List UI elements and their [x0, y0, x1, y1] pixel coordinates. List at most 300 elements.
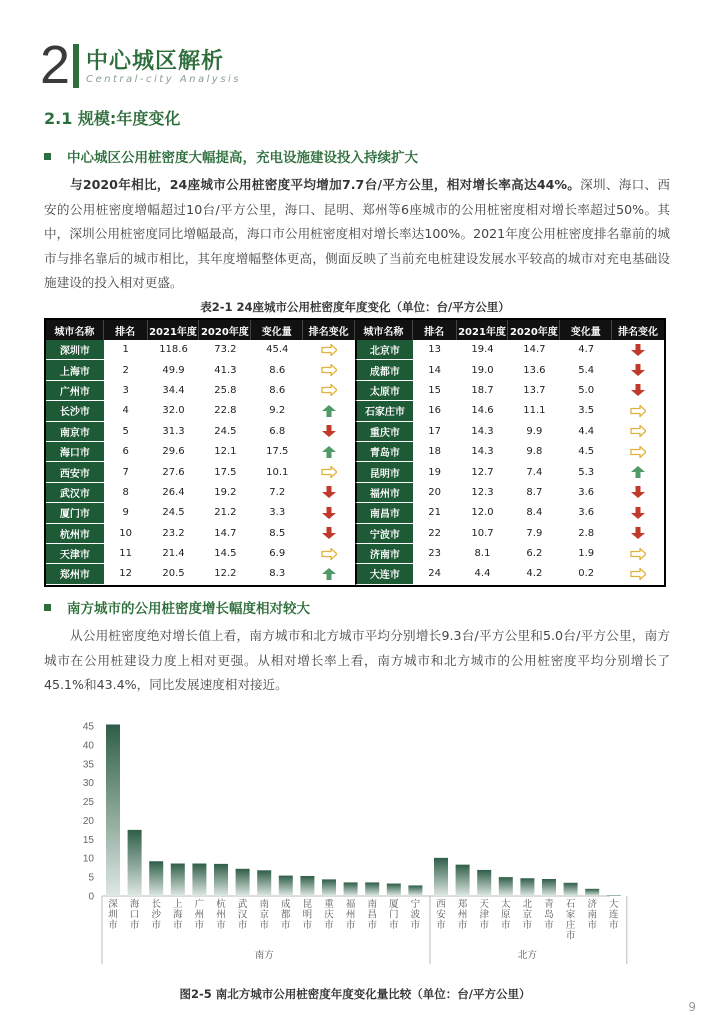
- cell-rank: 3: [104, 381, 148, 401]
- arrow-up-icon: [630, 466, 646, 478]
- x-tick-label: 波: [410, 909, 421, 921]
- x-tick-label: 市: [151, 920, 161, 931]
- header-2021: 2021年度: [148, 320, 200, 340]
- arrow-right-icon: [630, 405, 646, 417]
- y-tick-label: 45: [82, 721, 94, 733]
- cell-rank: 19: [413, 462, 457, 482]
- cell-y2020: 7.9: [508, 524, 560, 544]
- arrow-right-icon: [321, 548, 337, 560]
- cell-y2021: 19.4: [457, 340, 509, 360]
- y-tick-label: 35: [82, 759, 94, 771]
- arrow-right-icon: [630, 446, 646, 458]
- arrow-down-icon: [630, 507, 646, 519]
- cell-rank: 4: [104, 401, 148, 421]
- x-tick-label: 市: [324, 920, 334, 931]
- x-tick-label: 市: [410, 920, 421, 931]
- cell-y2020: 9.8: [508, 442, 560, 462]
- x-tick-label: 汉: [237, 909, 248, 921]
- cell-delta: 4.4: [560, 422, 612, 442]
- bullet-heading-1: [44, 146, 418, 166]
- arrow-up-icon: [321, 405, 337, 417]
- x-tick-label: 福: [345, 899, 356, 910]
- bullet-heading-1-text: 中心城区公用桩密度大幅提高，充电设施建设投入持续扩大: [67, 150, 418, 166]
- arrow-down-icon: [321, 507, 337, 519]
- arrow-down-icon: [630, 364, 646, 376]
- cell-rank: 2: [104, 360, 148, 380]
- cell-rank: 23: [413, 544, 457, 564]
- cell-delta: 8.6: [251, 360, 303, 380]
- cell-y2020: 6.2: [508, 544, 560, 564]
- cell-rank-change: [612, 381, 664, 401]
- cell-y2021: 34.4: [148, 381, 200, 401]
- bar: [171, 864, 185, 896]
- cell-y2021: 8.1: [457, 544, 509, 564]
- cell-y2021: 12.0: [457, 503, 509, 523]
- x-tick-label: 海: [129, 899, 140, 910]
- cell-rank-change: [303, 524, 355, 544]
- table-row: [46, 564, 664, 584]
- cell-delta: 3.5: [560, 401, 612, 421]
- cell-y2020: 25.8: [199, 381, 251, 401]
- arrow-down-icon: [321, 527, 337, 539]
- x-tick-label: 市: [565, 930, 576, 942]
- x-tick-label: 济: [587, 899, 597, 910]
- x-tick-label: 昆: [302, 899, 313, 910]
- cell-delta: 9.2: [251, 401, 303, 421]
- cell-city: 武汉市: [46, 483, 104, 503]
- x-tick-label: 市: [522, 920, 533, 931]
- x-tick-label: 南: [367, 899, 377, 910]
- x-tick-label: 市: [173, 920, 183, 931]
- cell-city: 大连市: [355, 564, 413, 584]
- arrow-down-icon: [630, 344, 646, 356]
- cell-rank: 17: [413, 422, 457, 442]
- bar: [128, 830, 142, 896]
- cell-y2021: 20.5: [148, 564, 200, 584]
- cell-y2020: 13.7: [508, 381, 560, 401]
- cell-delta: 5.3: [560, 462, 612, 482]
- cell-rank-change: [612, 340, 664, 360]
- cell-city: 深圳市: [46, 340, 104, 360]
- header-rank: 排名: [413, 320, 457, 340]
- cell-y2021: 26.4: [148, 483, 200, 503]
- x-tick-label: 市: [194, 920, 205, 931]
- cell-rank: 14: [413, 360, 457, 380]
- bar: [344, 882, 358, 896]
- arrow-right-icon: [321, 344, 337, 356]
- cell-y2021: 12.7: [457, 462, 509, 482]
- cell-delta: 4.5: [560, 442, 612, 462]
- x-tick-label: 圳: [108, 909, 118, 921]
- x-tick-label: 连: [609, 909, 619, 921]
- page-number: 9: [688, 1000, 696, 1014]
- bullet-heading-2: [44, 597, 310, 617]
- cell-rank: 9: [104, 503, 148, 523]
- section-header: [40, 35, 300, 95]
- x-tick-label: 南: [259, 899, 269, 910]
- x-tick-label: 深: [108, 899, 118, 910]
- cell-delta: 0.2: [560, 564, 612, 584]
- cell-y2020: 73.2: [199, 340, 251, 360]
- cell-delta: 8.6: [251, 381, 303, 401]
- cell-rank: 11: [104, 544, 148, 564]
- cell-rank: 6: [104, 442, 148, 462]
- arrow-right-icon: [630, 548, 646, 560]
- cell-y2021: 18.7: [457, 381, 509, 401]
- table-row: [46, 340, 664, 360]
- x-tick-label: 市: [367, 920, 377, 931]
- cell-y2020: 24.5: [199, 422, 251, 442]
- x-tick-label: 成: [281, 899, 291, 910]
- cell-rank-change: [303, 483, 355, 503]
- group-label: 南方: [254, 950, 274, 961]
- bar: [585, 889, 599, 896]
- bar: [214, 864, 228, 896]
- bar-chart-svg: [44, 710, 666, 980]
- x-tick-label: 天: [479, 899, 489, 910]
- cell-y2021: 21.4: [148, 544, 200, 564]
- cell-rank: 20: [413, 483, 457, 503]
- cell-rank-change: [612, 462, 664, 482]
- bar: [456, 865, 470, 896]
- bar: [607, 895, 621, 896]
- cell-delta: 10.1: [251, 462, 303, 482]
- x-tick-label: 原: [501, 909, 511, 921]
- cell-y2021: 118.6: [148, 340, 200, 360]
- x-tick-label: 庆: [324, 909, 334, 921]
- arrow-down-icon: [630, 486, 646, 498]
- x-tick-label: 市: [436, 920, 446, 931]
- cell-rank-change: [303, 401, 355, 421]
- paragraph-1-lead: 与2020年相比，24座城市公用桩密度平均增加7.7台/平方公里，相对增长率高达44%。: [70, 177, 581, 192]
- cell-y2020: 8.4: [508, 503, 560, 523]
- x-tick-label: 市: [259, 920, 269, 931]
- x-tick-label: 市: [609, 920, 619, 931]
- cell-delta: 6.8: [251, 422, 303, 442]
- cell-y2021: 14.3: [457, 442, 509, 462]
- cell-delta: 17.5: [251, 442, 303, 462]
- cell-y2020: 4.2: [508, 564, 560, 584]
- cell-delta: 6.9: [251, 544, 303, 564]
- cell-city: 西安市: [46, 462, 104, 482]
- x-tick-label: 长: [151, 899, 161, 910]
- arrow-up-icon: [321, 568, 337, 580]
- cell-city: 南京市: [46, 422, 104, 442]
- cell-rank: 21: [413, 503, 457, 523]
- cell-rank: 16: [413, 401, 457, 421]
- cell-delta: 8.5: [251, 524, 303, 544]
- x-tick-label: 都: [281, 909, 291, 921]
- x-tick-label: 杭: [216, 899, 226, 910]
- section-accent-bar: [73, 44, 79, 88]
- cell-y2021: 19.0: [457, 360, 509, 380]
- header-delta: 变化量: [251, 320, 303, 340]
- bullet-square-icon: [44, 153, 51, 160]
- paragraph-2: 从公用桩密度绝对增长值上看，南方城市和北方城市平均分别增长9.3台/平方公里和5.0台/平方公里，南方城市在公用桩建设力度上相对更强。从相对增长率上看，南方城市和北方城市的公用桩密度平均分别增长了45.1%和43.4%，同比发展速度相对接近。: [44, 628, 670, 692]
- cell-y2021: 24.5: [148, 503, 200, 523]
- bar: [279, 876, 293, 896]
- cell-rank-change: [303, 340, 355, 360]
- bar: [236, 869, 250, 896]
- x-tick-label: 西: [436, 899, 446, 910]
- paragraph-1-body: 深圳、海口、西安的公用桩密度增幅超过10台/平方公里，海口、昆明、郑州等6座城市的公用桩密度相对增长率超过50%。其中，深圳公用桩密度同比增幅最高，海口市公用桩密度相对增长率达100%。2021年度公用桩密度排名靠前的城市与排名靠后的城市相比，其年度增幅整体更高，侧面反映了当前充电桩建设发展水平较高的城市对充电基础设施建设的投入相对更盛。: [44, 177, 670, 290]
- bullet-square-icon: [44, 604, 51, 611]
- cell-y2020: 19.2: [199, 483, 251, 503]
- cell-y2021: 32.0: [148, 401, 200, 421]
- arrow-up-icon: [321, 446, 337, 458]
- cell-rank: 10: [104, 524, 148, 544]
- figure-caption: 图2-5 南北方城市公用桩密度年度变化量比较（单位：台/平方公里）: [179, 987, 531, 1001]
- bar: [499, 877, 513, 896]
- x-tick-label: 上: [173, 899, 183, 910]
- cell-city: 北京市: [355, 340, 413, 360]
- x-tick-label: 家: [565, 909, 576, 921]
- x-tick-label: 重: [324, 899, 334, 910]
- arrow-down-icon: [321, 425, 337, 437]
- bar: [149, 861, 163, 896]
- table-row: [46, 524, 664, 544]
- cell-rank-change: [303, 544, 355, 564]
- y-tick-label: 15: [82, 834, 94, 846]
- cell-city: 福州市: [355, 483, 413, 503]
- y-tick-label: 30: [82, 778, 94, 790]
- bullet-heading-2-text: 南方城市的公用桩密度增长幅度相对较大: [67, 601, 310, 617]
- cell-city: 天津市: [46, 544, 104, 564]
- cell-delta: 2.8: [560, 524, 612, 544]
- cell-y2020: 8.7: [508, 483, 560, 503]
- x-tick-label: 庄: [565, 920, 576, 931]
- header-rank-change: 排名变化: [612, 320, 664, 340]
- x-tick-label: 州: [457, 909, 468, 921]
- cell-y2020: 14.5: [199, 544, 251, 564]
- x-tick-label: 市: [479, 920, 489, 931]
- arrow-down-icon: [630, 527, 646, 539]
- cell-y2021: 49.9: [148, 360, 200, 380]
- x-tick-label: 门: [389, 909, 399, 921]
- x-tick-label: 市: [345, 920, 356, 931]
- cell-y2020: 14.7: [508, 340, 560, 360]
- x-tick-label: 广: [194, 899, 205, 910]
- x-tick-label: 北: [522, 899, 533, 910]
- cell-y2021: 31.3: [148, 422, 200, 442]
- cell-delta: 5.0: [560, 381, 612, 401]
- header-city: 城市名称: [46, 320, 104, 340]
- cell-rank-change: [612, 442, 664, 462]
- arrow-right-icon: [321, 364, 337, 376]
- x-tick-label: 郑: [457, 899, 468, 910]
- arrow-right-icon: [630, 425, 646, 437]
- cell-y2021: 10.7: [457, 524, 509, 544]
- cell-y2020: 13.6: [508, 360, 560, 380]
- subsection-heading: 2.1 规模:年度变化: [44, 109, 181, 128]
- y-tick-label: 0: [88, 891, 94, 903]
- cell-y2020: 7.4: [508, 462, 560, 482]
- bar: [387, 884, 401, 896]
- x-tick-label: 市: [501, 920, 511, 931]
- header-2021: 2021年度: [457, 320, 509, 340]
- x-tick-label: 昌: [367, 909, 377, 921]
- density-table: [44, 318, 666, 587]
- cell-rank-change: [303, 381, 355, 401]
- cell-delta: 1.9: [560, 544, 612, 564]
- cell-rank: 22: [413, 524, 457, 544]
- section-subtitle: Central-city Analysis: [86, 74, 242, 85]
- bar: [322, 879, 336, 896]
- cell-y2020: 22.8: [199, 401, 251, 421]
- cell-city: 郑州市: [46, 564, 104, 584]
- paragraph-1: [44, 173, 670, 296]
- cell-y2021: 23.2: [148, 524, 200, 544]
- cell-rank-change: [303, 360, 355, 380]
- y-tick-label: 10: [82, 853, 94, 865]
- arrow-right-icon: [321, 466, 337, 478]
- table-row: [46, 381, 664, 401]
- x-tick-label: 厦: [389, 899, 399, 910]
- cell-rank-change: [303, 462, 355, 482]
- x-tick-label: 市: [281, 920, 291, 931]
- bar: [365, 882, 379, 896]
- x-tick-label: 大: [609, 899, 619, 910]
- cell-rank-change: [612, 483, 664, 503]
- table-row: [46, 462, 664, 482]
- bar-chart: [44, 710, 666, 980]
- cell-y2020: 41.3: [199, 360, 251, 380]
- x-tick-label: 宁: [410, 899, 421, 910]
- y-tick-label: 40: [82, 740, 94, 752]
- table-row: [46, 360, 664, 380]
- x-tick-label: 南: [587, 909, 597, 921]
- x-tick-label: 市: [302, 920, 313, 931]
- cell-rank: 12: [104, 564, 148, 584]
- x-tick-label: 太: [501, 899, 511, 910]
- x-tick-label: 市: [237, 920, 248, 931]
- header-2020: 2020年度: [508, 320, 560, 340]
- y-tick-label: 20: [82, 815, 94, 827]
- bar: [106, 724, 120, 896]
- cell-city: 重庆市: [355, 422, 413, 442]
- cell-delta: 4.7: [560, 340, 612, 360]
- arrow-right-icon: [630, 568, 646, 580]
- header-2020: 2020年度: [199, 320, 251, 340]
- cell-delta: 7.2: [251, 483, 303, 503]
- cell-delta: 45.4: [251, 340, 303, 360]
- cell-rank: 5: [104, 422, 148, 442]
- cell-rank-change: [612, 564, 664, 584]
- cell-city: 太原市: [355, 381, 413, 401]
- x-tick-label: 市: [587, 920, 597, 931]
- cell-rank: 18: [413, 442, 457, 462]
- bar: [300, 876, 314, 896]
- table-header-row: [46, 320, 664, 340]
- cell-city: 济南市: [355, 544, 413, 564]
- arrow-right-icon: [321, 384, 337, 396]
- cell-rank: 7: [104, 462, 148, 482]
- x-tick-label: 石: [565, 899, 576, 910]
- group-label: 北方: [517, 950, 537, 961]
- x-tick-label: 市: [216, 920, 226, 931]
- header-city: 城市名称: [355, 320, 413, 340]
- cell-delta: 8.3: [251, 564, 303, 584]
- bar: [257, 870, 271, 896]
- bar: [542, 879, 556, 896]
- cell-city: 长沙市: [46, 401, 104, 421]
- cell-city: 广州市: [46, 381, 104, 401]
- table-caption: 表2-1 24座城市公用桩密度年度变化（单位：台/平方公里）: [200, 300, 510, 314]
- table-row: [46, 503, 664, 523]
- cell-y2020: 11.1: [508, 401, 560, 421]
- cell-y2021: 14.3: [457, 422, 509, 442]
- cell-city: 青岛市: [355, 442, 413, 462]
- x-tick-label: 市: [389, 920, 399, 931]
- cell-city: 海口市: [46, 442, 104, 462]
- cell-y2020: 12.1: [199, 442, 251, 462]
- x-tick-label: 京: [522, 909, 533, 921]
- cell-city: 昆明市: [355, 462, 413, 482]
- table-row: [46, 544, 664, 564]
- x-tick-label: 青: [544, 899, 554, 910]
- cell-rank: 15: [413, 381, 457, 401]
- cell-delta: 3.3: [251, 503, 303, 523]
- table-row: [46, 483, 664, 503]
- cell-city: 石家庄市: [355, 401, 413, 421]
- bar: [408, 885, 422, 896]
- cell-delta: 3.6: [560, 483, 612, 503]
- cell-rank-change: [612, 401, 664, 421]
- cell-delta: 5.4: [560, 360, 612, 380]
- x-tick-label: 海: [173, 909, 183, 921]
- x-tick-label: 沙: [151, 909, 161, 921]
- cell-city: 杭州市: [46, 524, 104, 544]
- y-tick-label: 25: [82, 797, 94, 809]
- bar: [564, 883, 578, 896]
- cell-rank-change: [303, 503, 355, 523]
- x-tick-label: 武: [237, 899, 248, 910]
- x-tick-label: 岛: [544, 909, 554, 921]
- bar: [477, 870, 491, 896]
- cell-rank: 24: [413, 564, 457, 584]
- x-tick-label: 安: [436, 909, 446, 921]
- cell-y2021: 29.6: [148, 442, 200, 462]
- header-rank-change: 排名变化: [303, 320, 355, 340]
- table-row: [46, 422, 664, 442]
- cell-rank-change: [612, 544, 664, 564]
- header-delta: 变化量: [560, 320, 612, 340]
- header-rank: 排名: [104, 320, 148, 340]
- cell-city: 宁波市: [355, 524, 413, 544]
- cell-city: 上海市: [46, 360, 104, 380]
- cell-y2021: 4.4: [457, 564, 509, 584]
- cell-rank-change: [612, 524, 664, 544]
- x-tick-label: 市: [108, 920, 118, 931]
- cell-rank-change: [303, 422, 355, 442]
- bar: [192, 864, 206, 896]
- cell-rank-change: [303, 564, 355, 584]
- y-tick-label: 5: [88, 872, 94, 884]
- x-tick-label: 京: [259, 909, 269, 921]
- cell-y2020: 9.9: [508, 422, 560, 442]
- cell-rank: 8: [104, 483, 148, 503]
- cell-y2020: 12.2: [199, 564, 251, 584]
- bar: [520, 878, 534, 896]
- cell-rank: 13: [413, 340, 457, 360]
- x-tick-label: 津: [479, 909, 489, 921]
- cell-y2021: 12.3: [457, 483, 509, 503]
- cell-rank-change: [612, 360, 664, 380]
- bar: [434, 858, 448, 896]
- cell-y2021: 27.6: [148, 462, 200, 482]
- cell-y2021: 14.6: [457, 401, 509, 421]
- cell-city: 厦门市: [46, 503, 104, 523]
